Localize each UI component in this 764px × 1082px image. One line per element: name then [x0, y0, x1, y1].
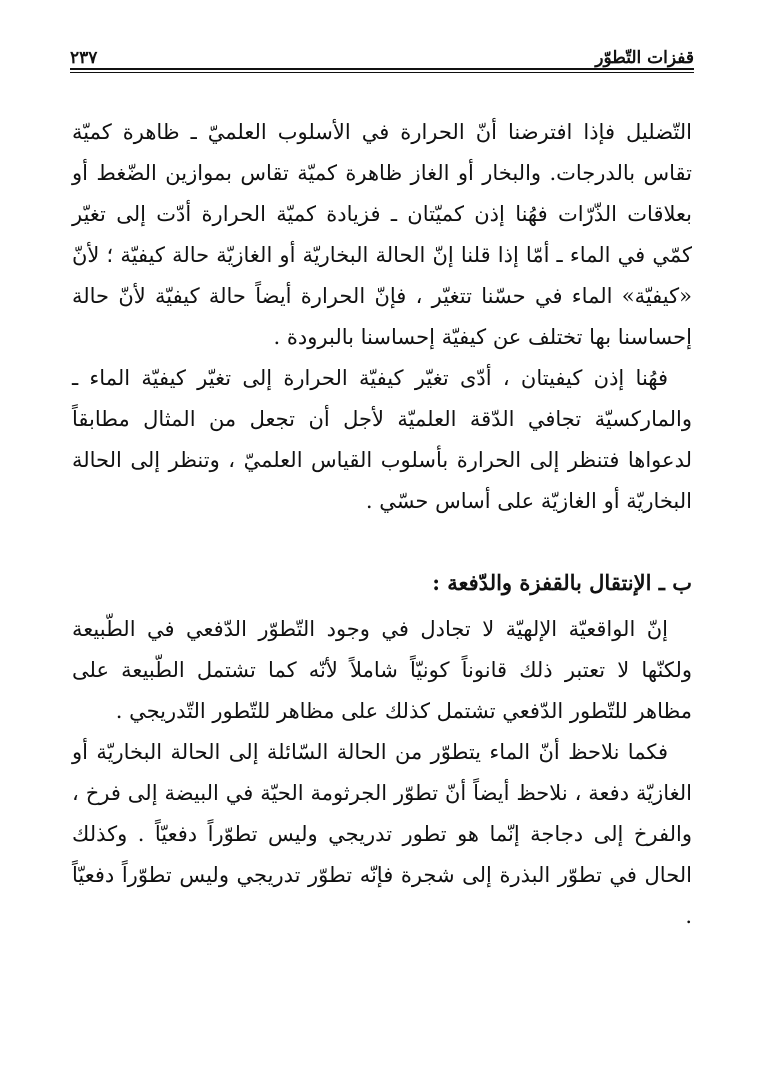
paragraph: التّضليل فإذا افترضنا أنّ الحرارة في الأسلوب العلميّ ـ ظاهرة كميّة تقاس بالدرجات. والبخار أو الغاز ظاهرة كميّة تقاس بموازين الضّغط أو بعلاقات الذّرّات فهُنا إذن كميّتان ـ فزيادة كميّة الحرارة أدّت إلى تغيّر كمّي في الماء ـ أمّا إذا قلنا إنّ الحالة البخاريّة أو الغازيّة حالة كيفيّة ؛ لأنّ «كيفيّة» الماء في حسّنا تتغيّر ، فإنّ الحرارة أيضاً حالة كيفيّة لأنّ حالة إحساسنا بها تختلف عن كيفيّة إحساسنا بالبرودة . — [72, 120, 692, 349]
paragraph: إنّ الواقعيّة الإلهيّة لا تجادل في وجود التّطوّر الدّفعي في الطّبيعة ولكنّها لا تعتبر ذلك قانوناً كونيّاً شاملاً لأنّه كما تشتمل الطّبيعة على مظاهر للتّطور الدّفعي تشتمل كذلك على مظاهر للتّطور التّدريجي . — [72, 617, 692, 723]
paragraph: فهُنا إذن كيفيتان ، أدّى تغيّر كيفيّة الحرارة إلى تغيّر كيفيّة الماء ـ والماركسيّة تجافي الدّقة العلميّة لأجل أن تجعل من المثال مطابقاً لدعواها فتنظر إلى الحرارة بأسلوب القياس العلميّ ، وتنظر إلى الحالة البخاريّة أو الغازيّة على أساس حسّي . — [72, 366, 692, 513]
section-heading: ب ـ الإنتقال بالقفزة والدّفعة : — [432, 570, 692, 595]
running-header — [70, 32, 694, 68]
paragraph: فكما نلاحظ أنّ الماء يتطوّر من الحالة السّائلة إلى الحالة البخاريّة أو الغازيّة دفعة ، نلاحظ أيضاً أنّ تطوّر الجرثومة الحيّة في البيضة إلى فرخ ، والفرخ إلى دجاجة إنّما هو تطور تدريجي وليس تطوّراً دفعيّاً . وكذلك الحال في تطوّر البذرة إلى شجرة فإنّه تطوّر تدريجي وليس تطوّراً دفعيّاً . — [72, 740, 692, 928]
chapter-title: قفزات التّطوّر — [595, 48, 694, 68]
header-rule-thin — [70, 72, 694, 73]
header-rule — [70, 68, 694, 70]
page-number: ٢٣٧ — [70, 48, 98, 68]
page-body — [72, 112, 692, 937]
